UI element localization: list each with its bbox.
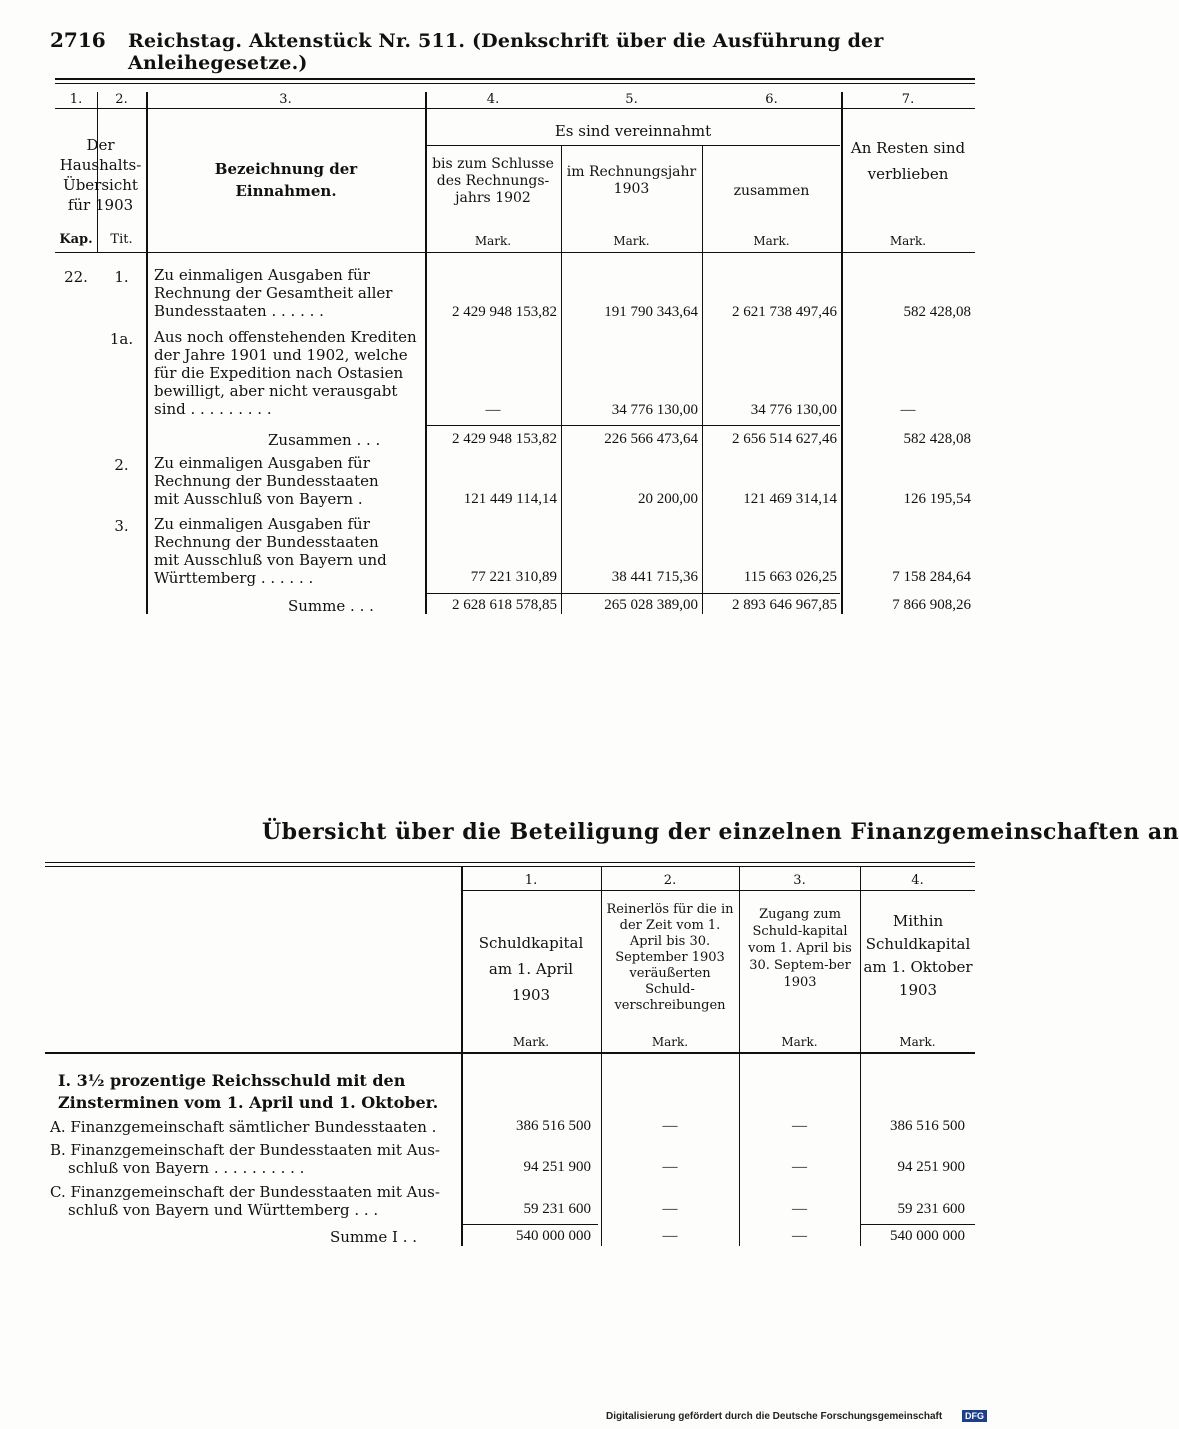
col1-header: Schuldkapital am 1. April 1903 <box>478 934 584 1004</box>
col4-header: Mithin Schuldkapital am 1. Oktober 1903 <box>863 912 973 999</box>
group-header: Es sind vereinnahmt <box>554 122 712 140</box>
row-description: Zu einmaligen Ausgaben für Rechnung der Bundesstaaten mit Ausschluß von Bayern und Württemberg . . . . . . <box>154 515 387 587</box>
cell-c5: 191 790 343,64 <box>604 304 698 320</box>
cell-c5: 34 776 130,00 <box>611 402 698 418</box>
cell-c2: — <box>662 1201 678 1217</box>
cell-c3: — <box>792 1159 807 1175</box>
col-number-4: 4. <box>911 873 924 888</box>
cell-c1: 59 231 600 <box>523 1201 591 1217</box>
mark-label-4: Mark. <box>899 1035 936 1049</box>
mark-label-3: Mark. <box>781 1035 818 1049</box>
cell-c4: — <box>485 402 501 418</box>
row-description: Zusammen . . . <box>268 431 381 449</box>
page-title: Reichstag. Aktenstück Nr. 511. (Denkschrift über die Ausführung der Anleihegesetze.) <box>128 30 884 74</box>
kap-value: 22. <box>64 268 88 286</box>
cell-c6: 2 656 514 627,46 <box>732 431 837 447</box>
col1-header: Der Haushalts-Übersicht für 1903 <box>59 136 142 214</box>
col6-header: zusammen <box>733 183 810 199</box>
row-description: Summe . . . <box>288 597 374 615</box>
cell-c1: 386 516 500 <box>516 1118 591 1134</box>
cell-c3: — <box>792 1201 807 1217</box>
cell-c6: 121 469 314,14 <box>743 491 837 507</box>
cell-c2: — <box>662 1228 678 1244</box>
cell-c5: 226 566 473,64 <box>604 431 698 447</box>
section-heading: I. 3½ prozentige Reichsschuld mit den Zinsterminen vom 1. April und 1. Oktober. <box>58 1071 439 1112</box>
cell-c4: 386 516 500 <box>890 1118 965 1134</box>
row-description: Zu einmaligen Ausgaben für Rechnung der Gesamtheit aller Bundesstaaten . . . . . . <box>154 266 393 320</box>
tit-value: 3. <box>114 517 129 535</box>
footer-credit: Digitalisierung gefördert durch die Deutsche Forschungsgemeinschaft <box>606 1411 943 1422</box>
mark-label-6: Mark. <box>753 234 790 248</box>
cell-c6: 2 621 738 497,46 <box>732 304 837 320</box>
mark-label-5: Mark. <box>613 234 650 248</box>
col-number-3: 3. <box>793 873 806 888</box>
cell-c4: 2 429 948 153,82 <box>452 431 557 447</box>
cell-c4: 2 628 618 578,85 <box>452 597 557 613</box>
mark-label-4: Mark. <box>474 234 512 248</box>
cell-c5: 265 028 389,00 <box>604 597 698 613</box>
cell-c7: 7 158 284,64 <box>892 569 971 585</box>
cell-c4: 2 429 948 153,82 <box>452 304 557 320</box>
col7-header: An Resten sind verblieben <box>850 139 966 183</box>
col-number-6: 6. <box>765 92 778 107</box>
col-number-1: 1. <box>524 873 538 888</box>
row-description: Zu einmaligen Ausgaben für Rechnung der Bundesstaaten mit Ausschluß von Bayern . <box>154 454 379 508</box>
cell-c3: — <box>792 1118 807 1134</box>
cell-c7: 126 195,54 <box>903 491 971 507</box>
section-title: Übersicht über die Beteiligung der einzelnen Finanzgemeinschaften an <box>262 819 1179 845</box>
row-label: A. Finanzgemeinschaft sämtlicher Bundesstaaten . <box>50 1118 437 1136</box>
cell-c4: 121 449 114,14 <box>463 491 557 507</box>
cell-c5: 20 200,00 <box>638 491 698 507</box>
col4-header: bis zum Schlusse des Rechnungs-jahrs 1902 <box>432 156 554 206</box>
mark-label-7: Mark. <box>889 234 927 248</box>
col-number-7: 7. <box>901 92 915 107</box>
tit-value: 2. <box>114 456 129 474</box>
col-number-2: 2. <box>663 873 677 888</box>
cell-c2: — <box>662 1118 678 1134</box>
cell-c1: 540 000 000 <box>516 1228 591 1244</box>
col-number-2: 2. <box>115 92 128 107</box>
cell-c7: 582 428,08 <box>903 431 971 447</box>
col3-header: Zugang zum Schuld-kapital vom 1. April bis 30. Septem-ber 1903 <box>748 907 852 990</box>
row-description: Aus noch offenstehenden Krediten der Jahre 1901 und 1902, welche für die Expedition nach Ostasien bewilligt, aber nicht verausgabt sind . . . . . . . . . <box>154 328 417 418</box>
cell-c3: — <box>792 1228 807 1244</box>
row-label: B. Finanzgemeinschaft der Bundesstaaten mit Aus- schluß von Bayern . . . . . . . . . . <box>50 1141 440 1177</box>
col-number-3: 3. <box>279 92 292 107</box>
kap-label: Kap. <box>59 232 93 247</box>
col5-header: im Rechnungsjahr 1903 <box>566 164 697 197</box>
col-number-1: 1. <box>69 92 83 107</box>
cell-c7: 582 428,08 <box>903 304 971 320</box>
mark-label-2: Mark. <box>651 1035 689 1049</box>
cell-c4: 77 221 310,89 <box>470 569 557 585</box>
cell-c5: 38 441 715,36 <box>611 569 698 585</box>
cell-c7: — <box>900 402 916 418</box>
cell-c6: 34 776 130,00 <box>750 402 837 418</box>
cell-c4: 540 000 000 <box>890 1228 965 1244</box>
col3-header: Bezeichnung der Einnahmen. <box>214 160 358 200</box>
dfg-logo: DFG <box>962 1410 987 1422</box>
row-label: Summe I . . <box>330 1228 418 1246</box>
cell-c6: 115 663 026,25 <box>743 569 837 585</box>
cell-c4: 94 251 900 <box>897 1159 965 1175</box>
page-number: 2716 <box>50 28 106 52</box>
col2-header: Reinerlös für die in der Zeit vom 1. April bis 30. September 1903 veräußerten Schuld-verschreibungen <box>606 902 734 1013</box>
tit-value: 1. <box>114 268 129 286</box>
cell-c4: 59 231 600 <box>897 1201 965 1217</box>
cell-c1: 94 251 900 <box>523 1159 591 1175</box>
mark-label-1: Mark. <box>512 1035 550 1049</box>
tit-value: 1a. <box>109 330 134 348</box>
row-label: C. Finanzgemeinschaft der Bundesstaaten mit Aus- schluß von Bayern und Württemberg . . . <box>50 1183 440 1219</box>
cell-c6: 2 893 646 967,85 <box>732 597 837 613</box>
tit-label: Tit. <box>110 232 133 247</box>
cell-c2: — <box>662 1159 678 1175</box>
cell-c7: 7 866 908,26 <box>892 597 971 613</box>
col-number-5: 5. <box>625 92 638 107</box>
col-number-4: 4. <box>486 92 500 107</box>
